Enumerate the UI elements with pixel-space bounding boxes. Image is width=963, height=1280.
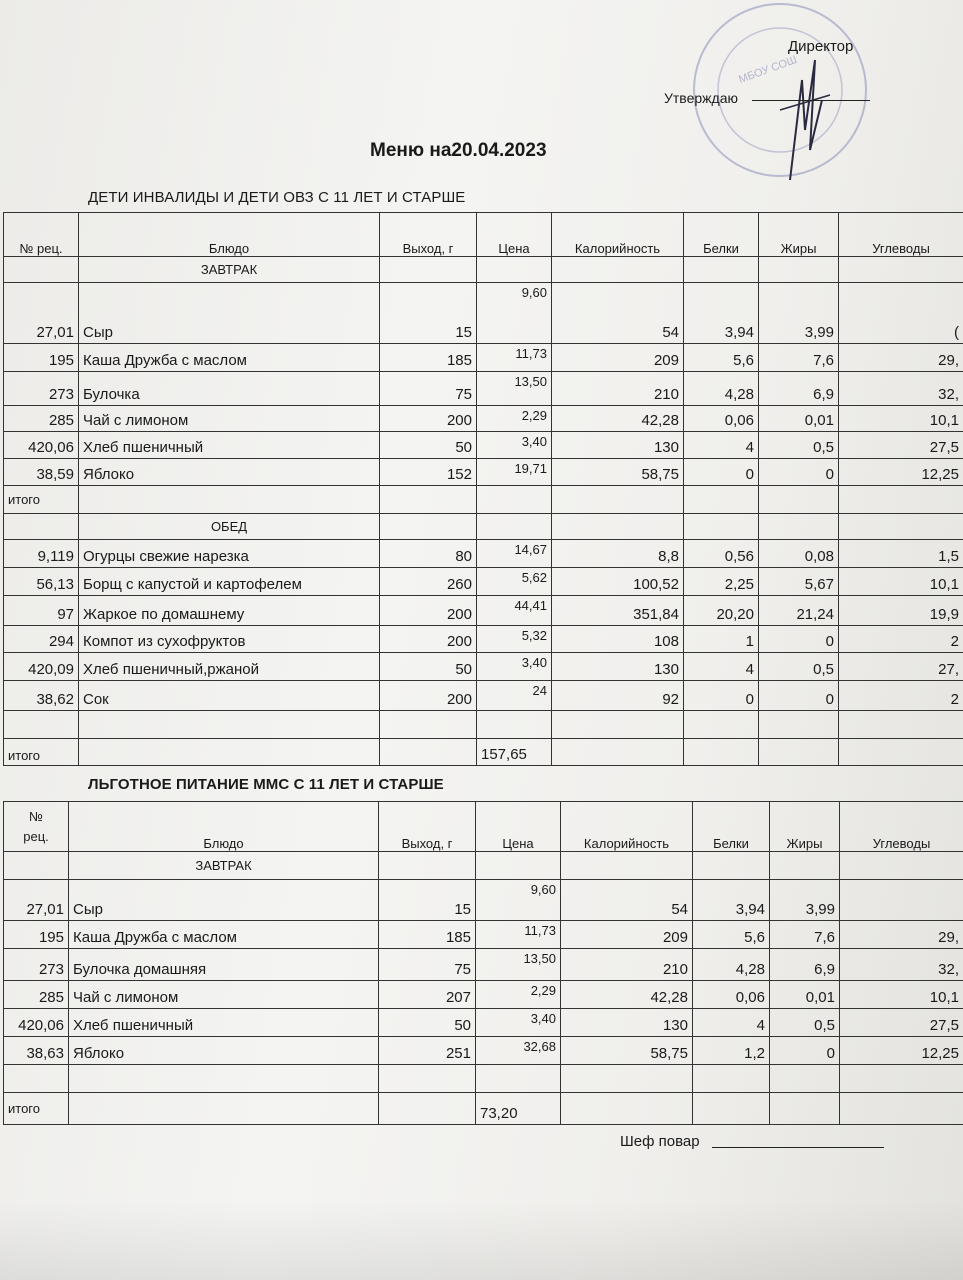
cell-b: 4 xyxy=(684,653,759,681)
cell-rec: 56,13 xyxy=(4,568,79,596)
cell-b: 5,6 xyxy=(684,344,759,372)
col-c: Углеводы xyxy=(840,802,963,852)
cell-rec: 38,62 xyxy=(4,681,79,711)
cell-cal: 42,28 xyxy=(561,981,693,1009)
cell-out: 200 xyxy=(380,626,477,653)
col-b: Белки xyxy=(684,213,759,257)
cell-dish: Огурцы свежие нарезка xyxy=(79,540,380,568)
cell-f: 0,5 xyxy=(770,1009,840,1037)
cell-price: 3,40 xyxy=(476,1009,561,1037)
cell-f: 0,01 xyxy=(759,406,839,432)
director-signature xyxy=(760,40,840,190)
photo-shadow xyxy=(0,1200,963,1280)
cell-dish: Хлеб пшеничный xyxy=(69,1009,379,1037)
cell-cal: 58,75 xyxy=(552,459,684,486)
cell-cal: 209 xyxy=(552,344,684,372)
cell-c: 27,5 xyxy=(839,432,963,459)
cell-rec: 273 xyxy=(4,949,69,981)
cell-price: 2,29 xyxy=(476,981,561,1009)
cell-cal: 130 xyxy=(552,653,684,681)
cell-c: 10,1 xyxy=(840,981,963,1009)
approve-signature-line xyxy=(752,100,870,101)
cell-cal: 351,84 xyxy=(552,596,684,626)
chef-signature-line xyxy=(712,1147,884,1148)
cell-out: 260 xyxy=(380,568,477,596)
cell-out: 75 xyxy=(380,372,477,406)
cell-cal: 54 xyxy=(561,880,693,921)
cell-price: 11,73 xyxy=(476,921,561,949)
cell-price: 44,41 xyxy=(477,596,552,626)
col-f: Жиры xyxy=(770,802,840,852)
cell-b: 1,2 xyxy=(693,1037,770,1065)
table-header-row xyxy=(4,213,963,257)
cell-dish: Чай с лимоном xyxy=(69,981,379,1009)
cell-rec: 38,59 xyxy=(4,459,79,486)
cell-out: 15 xyxy=(380,283,477,344)
cell-cal: 209 xyxy=(561,921,693,949)
cell-cal: 58,75 xyxy=(561,1037,693,1065)
cell-rec: 38,63 xyxy=(4,1037,69,1065)
cell-cal: 130 xyxy=(552,432,684,459)
cell-price: 9,60 xyxy=(476,880,561,921)
cell-c: 10,1 xyxy=(839,406,963,432)
lunch-total-value: 157,65 xyxy=(477,739,552,766)
col-b: Белки xyxy=(693,802,770,852)
cell-rec: 420,06 xyxy=(4,1009,69,1037)
cell-c: 29, xyxy=(840,921,963,949)
cell-b: 0,56 xyxy=(684,540,759,568)
cell-f: 5,67 xyxy=(759,568,839,596)
cell-f: 7,6 xyxy=(770,921,840,949)
cell-dish: Сок xyxy=(79,681,380,711)
cell-f: 0,08 xyxy=(759,540,839,568)
col-price: Цена xyxy=(477,213,552,257)
col-rec-line2: рец. xyxy=(23,828,49,844)
cell-out: 185 xyxy=(380,344,477,372)
cell-c: 1,5 xyxy=(839,540,963,568)
table-row xyxy=(4,283,963,344)
cell-price: 11,73 xyxy=(477,344,552,372)
table-row xyxy=(4,626,963,653)
table-row xyxy=(4,1009,963,1037)
cell-price: 19,71 xyxy=(477,459,552,486)
cell-cal: 210 xyxy=(561,949,693,981)
cell-f: 0 xyxy=(759,626,839,653)
cell-f: 0,5 xyxy=(759,432,839,459)
cell-out: 200 xyxy=(380,681,477,711)
cell-price: 3,40 xyxy=(477,653,552,681)
col-price: Цена xyxy=(476,802,561,852)
cell-f: 0,01 xyxy=(770,981,840,1009)
cell-out: 185 xyxy=(379,921,476,949)
table-row xyxy=(4,372,963,406)
col-dish: Блюдо xyxy=(69,802,379,852)
cell-f: 0,5 xyxy=(759,653,839,681)
cell-cal: 8,8 xyxy=(552,540,684,568)
cell-b: 3,94 xyxy=(684,283,759,344)
cell-b: 2,25 xyxy=(684,568,759,596)
cell-rec: 285 xyxy=(4,981,69,1009)
cell-out: 50 xyxy=(380,653,477,681)
cell-rec: 97 xyxy=(4,596,79,626)
cell-f: 0 xyxy=(770,1037,840,1065)
col-f: Жиры xyxy=(759,213,839,257)
director-label: Директор xyxy=(788,38,854,55)
cell-cal: 130 xyxy=(561,1009,693,1037)
cell-out: 50 xyxy=(380,432,477,459)
total-label: итого xyxy=(4,486,79,514)
approve-label: Утверждаю xyxy=(664,90,738,106)
cell-c: 29, xyxy=(839,344,963,372)
cell-dish: Жаркое по домашнему xyxy=(79,596,380,626)
table-row xyxy=(4,459,963,486)
cell-out: 152 xyxy=(380,459,477,486)
cell-f: 3,99 xyxy=(759,283,839,344)
cell-f: 6,9 xyxy=(770,949,840,981)
col-dish: Блюдо xyxy=(79,213,380,257)
cell-b: 1 xyxy=(684,626,759,653)
cell-cal: 100,52 xyxy=(552,568,684,596)
cell-b: 4,28 xyxy=(684,372,759,406)
breakfast-label: ЗАВТРАК xyxy=(69,852,379,880)
table-row xyxy=(4,540,963,568)
table-row xyxy=(4,949,963,981)
cell-dish: Булочка домашняя xyxy=(69,949,379,981)
cell-rec: 294 xyxy=(4,626,79,653)
cell-dish: Каша Дружба с маслом xyxy=(79,344,380,372)
cell-f: 7,6 xyxy=(759,344,839,372)
cell-dish: Хлеб пшеничный xyxy=(79,432,380,459)
cell-price: 9,60 xyxy=(477,283,552,344)
cell-rec: 420,09 xyxy=(4,653,79,681)
cell-c: 32, xyxy=(839,372,963,406)
lunch-total-label: итого xyxy=(4,739,79,766)
col-rec: № рец. xyxy=(4,213,79,257)
cell-dish: Каша Дружба с маслом xyxy=(69,921,379,949)
cell-out: 15 xyxy=(379,880,476,921)
cell-dish: Яблоко xyxy=(79,459,380,486)
table-row xyxy=(4,981,963,1009)
svg-text:МБОУ СОШ: МБОУ СОШ xyxy=(737,53,799,86)
cell-c: 10,1 xyxy=(839,568,963,596)
table-row xyxy=(4,653,963,681)
cell-out: 50 xyxy=(379,1009,476,1037)
cell-dish: Сыр xyxy=(69,880,379,921)
cell-cal: 108 xyxy=(552,626,684,653)
cell-f: 6,9 xyxy=(759,372,839,406)
cell-rec: 195 xyxy=(4,344,79,372)
cell-dish: Хлеб пшеничный,ржаной xyxy=(79,653,380,681)
cell-b: 20,20 xyxy=(684,596,759,626)
table-row xyxy=(4,432,963,459)
table-row xyxy=(4,406,963,432)
cell-rec: 420,06 xyxy=(4,432,79,459)
cell-f: 3,99 xyxy=(770,880,840,921)
cell-rec: 195 xyxy=(4,921,69,949)
section2-title: ЛЬГОТНОЕ ПИТАНИЕ ММС С 11 ЛЕТ И СТАРШЕ xyxy=(88,776,444,793)
cell-rec: 9,119 xyxy=(4,540,79,568)
cell-b: 0 xyxy=(684,459,759,486)
cell-price: 13,50 xyxy=(477,372,552,406)
cell-b: 5,6 xyxy=(693,921,770,949)
section2-table xyxy=(3,801,963,1125)
table-row xyxy=(4,921,963,949)
cell-c: 32, xyxy=(840,949,963,981)
cell-cal: 210 xyxy=(552,372,684,406)
cell-f: 0 xyxy=(759,681,839,711)
cell-c: 2 xyxy=(839,681,963,711)
table-row xyxy=(4,596,963,626)
chef-label: Шеф повар xyxy=(620,1133,700,1150)
cell-price: 3,40 xyxy=(477,432,552,459)
cell-b: 0,06 xyxy=(693,981,770,1009)
table-row xyxy=(4,344,963,372)
col-cal: Калорийность xyxy=(552,213,684,257)
cell-price: 13,50 xyxy=(476,949,561,981)
cell-rec: 27,01 xyxy=(4,880,69,921)
cell-out: 200 xyxy=(380,596,477,626)
cell-rec: 27,01 xyxy=(4,283,79,344)
cell-dish: Борщ с капустой и картофелем xyxy=(79,568,380,596)
page-title: Меню на20.04.2023 xyxy=(370,140,547,161)
cell-price: 24 xyxy=(477,681,552,711)
cell-b: 3,94 xyxy=(693,880,770,921)
cell-c: 27, xyxy=(839,653,963,681)
table-row xyxy=(4,880,963,921)
total-label: итого xyxy=(4,1093,69,1125)
col-c: Углеводы xyxy=(839,213,963,257)
cell-price: 2,29 xyxy=(477,406,552,432)
cell-price: 5,32 xyxy=(477,626,552,653)
cell-c: 2 xyxy=(839,626,963,653)
cell-out: 207 xyxy=(379,981,476,1009)
col-out: Выход, г xyxy=(380,213,477,257)
cell-price: 5,62 xyxy=(477,568,552,596)
cell-rec: 273 xyxy=(4,372,79,406)
cell-c: 12,25 xyxy=(840,1037,963,1065)
cell-b: 4 xyxy=(693,1009,770,1037)
cell-out: 251 xyxy=(379,1037,476,1065)
cell-dish: Компот из сухофруктов xyxy=(79,626,380,653)
cell-b: 4 xyxy=(684,432,759,459)
cell-f: 21,24 xyxy=(759,596,839,626)
cell-dish: Яблоко xyxy=(69,1037,379,1065)
cell-c: 12,25 xyxy=(839,459,963,486)
cell-c: 19,9 xyxy=(839,596,963,626)
cell-dish: Сыр xyxy=(79,283,380,344)
cell-price: 32,68 xyxy=(476,1037,561,1065)
cell-c xyxy=(840,880,963,921)
cell-out: 200 xyxy=(380,406,477,432)
col-rec-line1: № xyxy=(29,808,43,824)
table-row xyxy=(4,1037,963,1065)
col-cal: Калорийность xyxy=(561,802,693,852)
col-rec xyxy=(4,802,69,852)
cell-cal: 92 xyxy=(552,681,684,711)
cell-out: 75 xyxy=(379,949,476,981)
cell-f: 0 xyxy=(759,459,839,486)
cell-dish: Чай с лимоном xyxy=(79,406,380,432)
cell-b: 0,06 xyxy=(684,406,759,432)
breakfast-label: ЗАВТРАК xyxy=(79,257,380,283)
table-row xyxy=(4,681,963,711)
cell-rec: 285 xyxy=(4,406,79,432)
section1-title: ДЕТИ ИНВАЛИДЫ И ДЕТИ ОВЗ С 11 ЛЕТ И СТАРШЕ xyxy=(88,189,466,206)
cell-c: ( xyxy=(839,283,963,344)
section1-table xyxy=(3,212,963,766)
total-value: 73,20 xyxy=(476,1093,561,1125)
table-header-row xyxy=(4,802,963,852)
cell-cal: 54 xyxy=(552,283,684,344)
table-row xyxy=(4,568,963,596)
cell-price: 14,67 xyxy=(477,540,552,568)
cell-b: 0 xyxy=(684,681,759,711)
lunch-label: ОБЕД xyxy=(79,514,380,540)
cell-b: 4,28 xyxy=(693,949,770,981)
col-out: Выход, г xyxy=(379,802,476,852)
cell-c: 27,5 xyxy=(840,1009,963,1037)
cell-out: 80 xyxy=(380,540,477,568)
cell-cal: 42,28 xyxy=(552,406,684,432)
cell-dish: Булочка xyxy=(79,372,380,406)
